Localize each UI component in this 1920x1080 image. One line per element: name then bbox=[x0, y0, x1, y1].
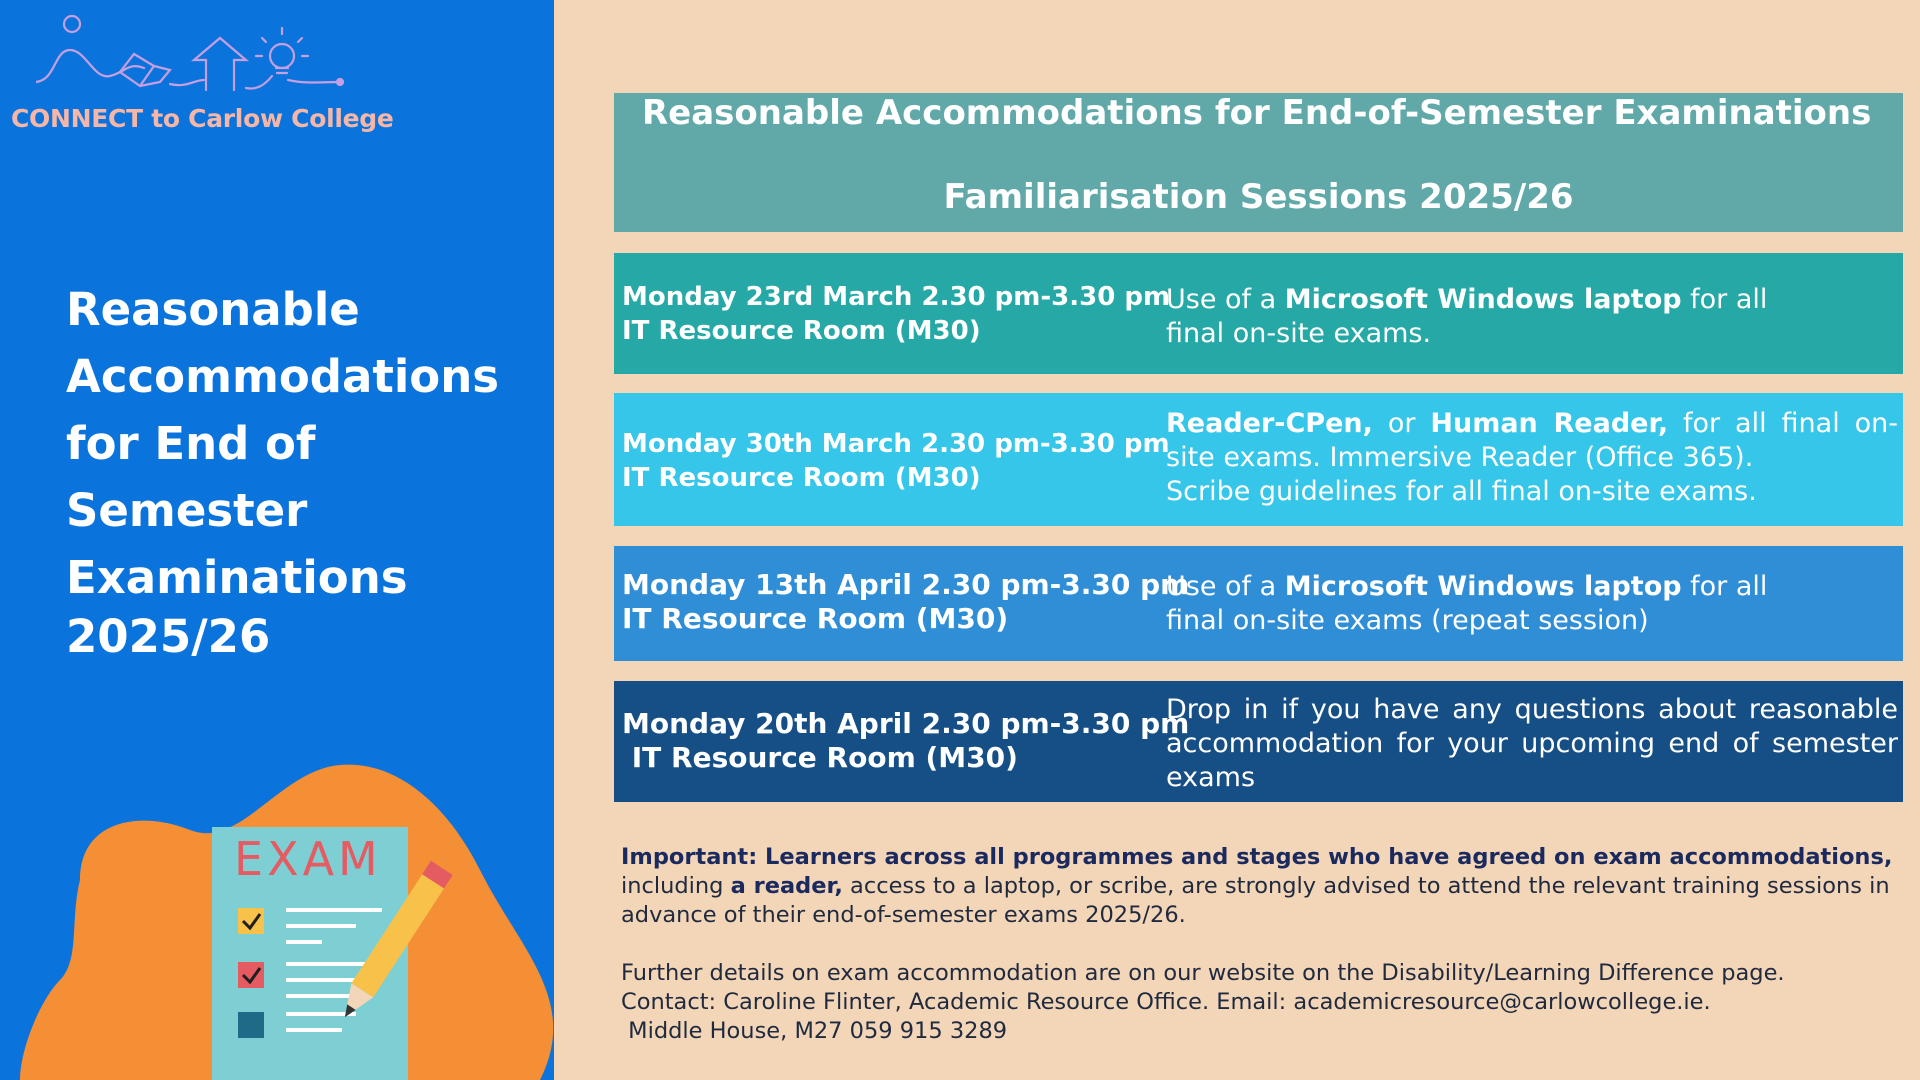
session-room: IT Resource Room (M30) bbox=[622, 316, 981, 346]
session-description bbox=[1166, 407, 1898, 509]
desc-part: Use of a bbox=[1166, 284, 1285, 315]
session-date-block bbox=[622, 707, 1189, 775]
session-row bbox=[614, 253, 1903, 374]
desc-part: Use of a bbox=[1166, 571, 1285, 602]
session-room: IT Resource Room (M30) bbox=[622, 741, 1018, 774]
important-rest: access to a laptop, or scribe, are strongly advised to attend the relevant training sessions in advance of their end-of-semester exams 2025/26. bbox=[621, 873, 1890, 928]
session-date-block bbox=[622, 427, 1170, 495]
desc-part: for all bbox=[1681, 284, 1768, 315]
session-date-block bbox=[622, 568, 1189, 636]
session-date: Monday 13th April 2.30 pm-3.30 pm bbox=[622, 568, 1190, 601]
desc-part: Drop in if you have any questions about reasonable accommodation for your upcoming end of semester exams bbox=[1166, 694, 1898, 793]
check-box-icon bbox=[238, 962, 264, 988]
desc-part: or bbox=[1372, 408, 1431, 439]
important-bold: Important: Learners across all programmes and stages who have agreed on exam accommodations, bbox=[621, 844, 1893, 870]
session-date: Monday 23rd March 2.30 pm-3.30 pm bbox=[622, 282, 1171, 312]
check-box-icon bbox=[238, 908, 264, 934]
desc-part: Microsoft Windows laptop bbox=[1284, 571, 1682, 602]
session-date: Monday 30th March 2.30 pm-3.30 pm bbox=[622, 429, 1170, 459]
logo-illustration bbox=[36, 10, 356, 105]
important-note bbox=[621, 843, 1911, 930]
sidebar-title bbox=[66, 276, 536, 611]
sidebar-title-line: Accommodations bbox=[66, 350, 500, 403]
exam-illustration bbox=[20, 750, 554, 1080]
session-room: IT Resource Room (M30) bbox=[622, 602, 1009, 635]
desc-part: Microsoft Windows laptop bbox=[1284, 284, 1682, 315]
contact-line: Contact: Caroline Flinter, Academic Resource Office. Email: academicresource@carlowcollege.ie. bbox=[621, 989, 1711, 1015]
desc-part: Reader-CPen, bbox=[1166, 408, 1373, 439]
important-mid: including bbox=[621, 873, 731, 899]
desc-part: final on-site exams. bbox=[1166, 318, 1432, 349]
session-date: Monday 20th April 2.30 pm-3.30 pm bbox=[622, 707, 1190, 740]
exam-label: EXAM bbox=[234, 832, 382, 886]
session-row bbox=[614, 681, 1903, 802]
further-details: Further details on exam accommodation are on our website on the Disability/Learning Difference page. bbox=[621, 960, 1785, 986]
book-icon bbox=[120, 54, 170, 86]
lightbulb-icon bbox=[270, 44, 294, 68]
session-row bbox=[614, 546, 1903, 661]
logo-text: CONNECT to Carlow College bbox=[11, 104, 394, 133]
desc-part: for all final on-site exams. Immersive Reader (Office 365). bbox=[1166, 408, 1898, 473]
notes-block bbox=[621, 843, 1911, 1046]
main-header bbox=[614, 93, 1903, 232]
page-title: Reasonable Accommodations for End-of-Semester Examinations bbox=[642, 93, 1872, 133]
sidebar-title-line: for End of Semester bbox=[66, 417, 316, 537]
desc-part: final on-site exams (repeat session) bbox=[1166, 605, 1649, 636]
desc-part: Human Reader, bbox=[1430, 408, 1669, 439]
session-date-block bbox=[622, 280, 1170, 348]
address-line: Middle House, M27 059 915 3289 bbox=[621, 1018, 1008, 1044]
sidebar-title-line: Examinations bbox=[66, 551, 408, 604]
desc-part: Scribe guidelines for all final on-site exams. bbox=[1166, 476, 1757, 507]
important-bold-2: a reader, bbox=[730, 873, 843, 899]
session-description bbox=[1166, 283, 1806, 351]
desc-part: for all bbox=[1681, 571, 1768, 602]
sidebar-year: 2025/26 bbox=[66, 610, 271, 663]
person-icon bbox=[64, 16, 80, 32]
page-subtitle: Familiarisation Sessions 2025/26 bbox=[943, 177, 1574, 217]
sidebar-panel bbox=[0, 0, 554, 1080]
session-description bbox=[1166, 570, 1806, 638]
session-room: IT Resource Room (M30) bbox=[622, 463, 981, 493]
session-row bbox=[614, 393, 1903, 526]
arrow-up-icon bbox=[194, 38, 246, 90]
session-description bbox=[1166, 693, 1898, 795]
filled-box-icon bbox=[238, 1012, 264, 1038]
sidebar-title-line: Reasonable bbox=[66, 283, 360, 336]
